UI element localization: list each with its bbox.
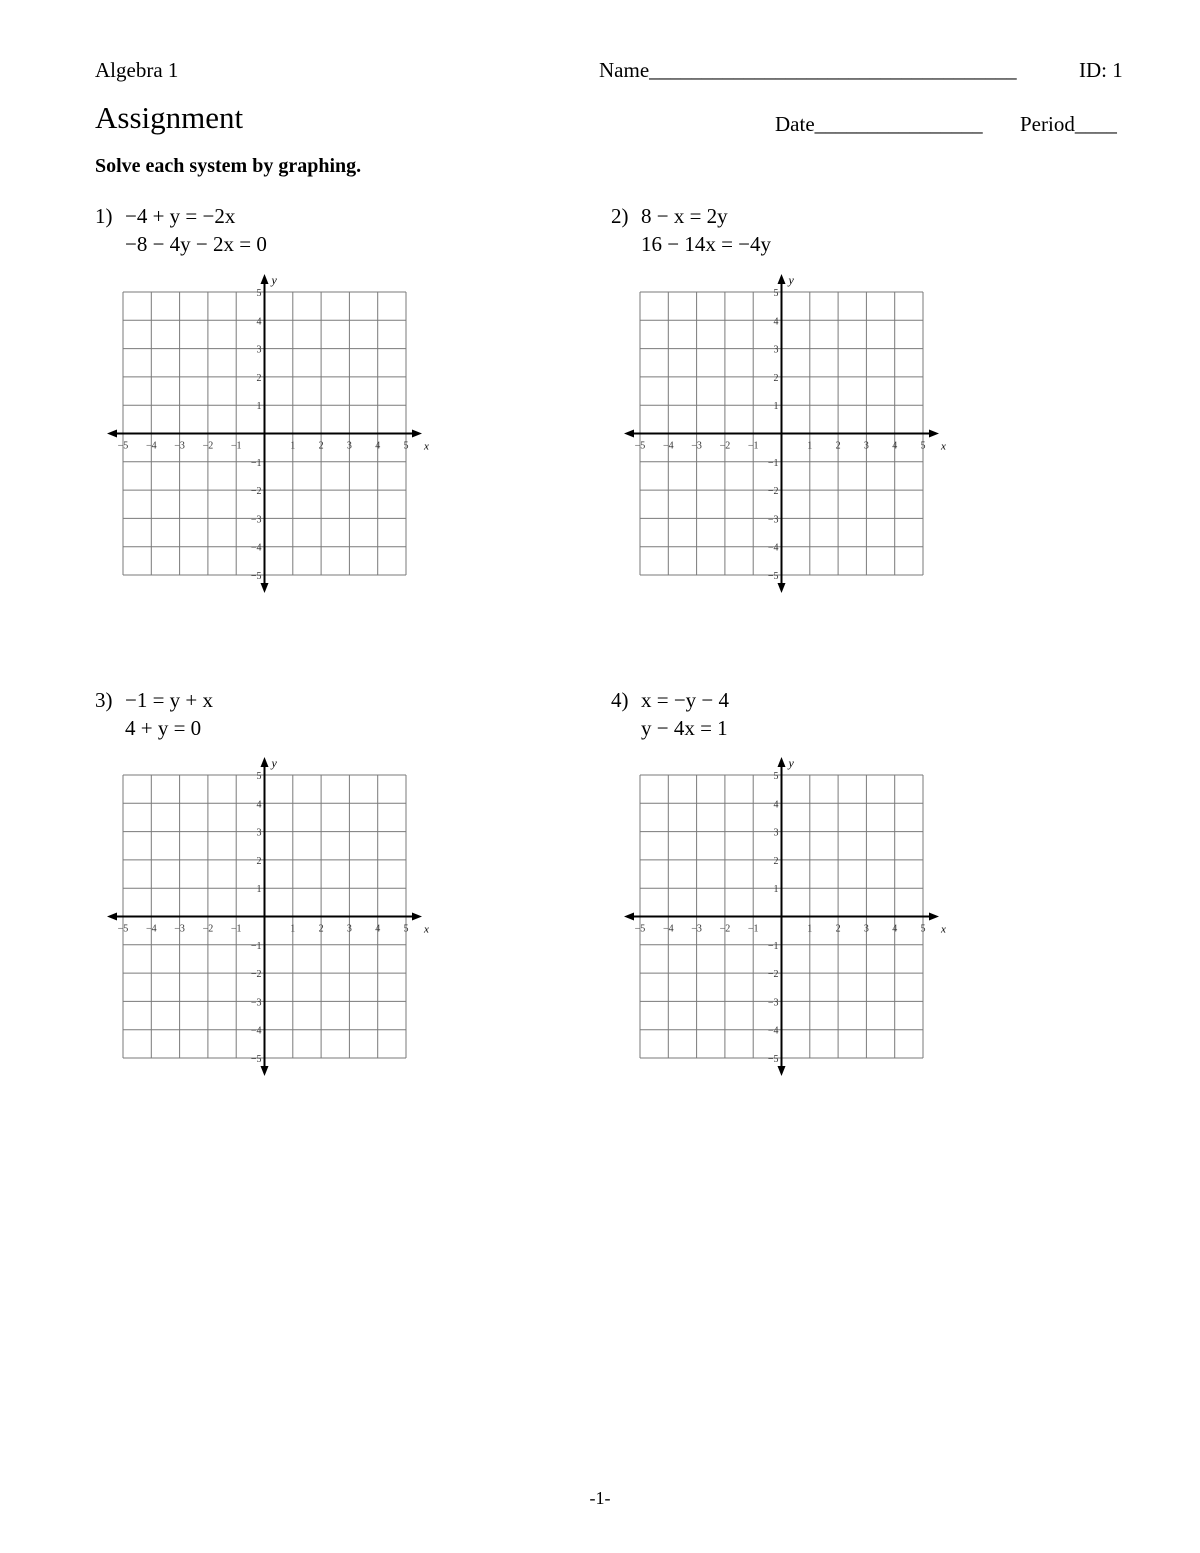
x-tick-label: −3 bbox=[691, 923, 702, 935]
y-tick-label: 3 bbox=[773, 344, 779, 356]
y-tick-label: −1 bbox=[767, 457, 779, 469]
x-tick-label: −2 bbox=[202, 440, 214, 452]
problem-4 bbox=[611, 686, 729, 742]
equation-2: −8 − 4y − 2x = 0 bbox=[125, 232, 267, 256]
course-title: Algebra 1 bbox=[95, 58, 179, 82]
coordinate-grid-1[interactable] bbox=[100, 268, 440, 598]
y-tick-label: 4 bbox=[773, 316, 779, 328]
arrow-left-icon bbox=[107, 430, 117, 438]
x-axis-label: x bbox=[424, 923, 429, 936]
y-tick-label: 3 bbox=[256, 827, 262, 839]
x-tick-label: 3 bbox=[346, 440, 352, 452]
x-tick-label: −5 bbox=[117, 923, 129, 935]
x-tick-label: 5 bbox=[920, 923, 926, 935]
y-tick-label: −4 bbox=[250, 1025, 262, 1037]
y-tick-label: 1 bbox=[773, 401, 779, 413]
x-tick-label: −1 bbox=[230, 923, 242, 935]
y-tick-label: −5 bbox=[250, 571, 262, 582]
x-axis-label: x bbox=[941, 923, 946, 936]
x-tick-label: 5 bbox=[403, 440, 409, 452]
x-tick-label: −3 bbox=[174, 440, 185, 452]
y-tick-label: 2 bbox=[256, 372, 262, 384]
y-tick-label: 1 bbox=[773, 884, 779, 896]
worksheet-id: ID: 1 bbox=[1079, 58, 1123, 82]
problem-1 bbox=[95, 202, 267, 258]
x-tick-label: 1 bbox=[290, 440, 296, 452]
x-tick-label: 4 bbox=[892, 923, 898, 935]
x-tick-label: −5 bbox=[634, 923, 646, 935]
arrow-right-icon bbox=[412, 430, 422, 438]
x-tick-label: −2 bbox=[719, 440, 731, 452]
y-tick-label: −3 bbox=[250, 514, 262, 526]
x-tick-label: −4 bbox=[145, 440, 157, 452]
x-tick-label: 3 bbox=[863, 440, 869, 452]
x-tick-label: −5 bbox=[117, 440, 129, 452]
x-tick-label: 5 bbox=[920, 440, 926, 452]
equation-2: 16 − 14x = −4y bbox=[641, 232, 772, 256]
y-tick-label: 2 bbox=[773, 855, 779, 867]
y-tick-label: −2 bbox=[767, 969, 779, 981]
x-tick-label: −3 bbox=[691, 440, 702, 452]
y-tick-label: 3 bbox=[256, 344, 262, 356]
y-tick-label: −3 bbox=[250, 997, 262, 1009]
x-tick-label: −2 bbox=[202, 923, 214, 935]
y-tick-label: 3 bbox=[773, 827, 779, 839]
arrow-up-icon bbox=[778, 757, 786, 767]
y-tick-label: 2 bbox=[256, 855, 262, 867]
arrow-right-icon bbox=[412, 913, 422, 921]
problem-number: 3) bbox=[95, 688, 113, 712]
x-tick-label: 4 bbox=[375, 440, 381, 452]
y-tick-label: −1 bbox=[250, 457, 262, 469]
equation-1: −4 + y = −2x bbox=[125, 204, 236, 228]
x-tick-label: 2 bbox=[835, 923, 841, 935]
equation-2: y − 4x = 1 bbox=[641, 716, 728, 740]
y-tick-label: 4 bbox=[256, 316, 262, 328]
y-axis-label: y bbox=[788, 273, 794, 287]
y-tick-label: 2 bbox=[773, 372, 779, 384]
x-tick-label: −1 bbox=[230, 440, 242, 452]
y-axis-label: y bbox=[271, 273, 277, 287]
name-field[interactable]: Name___________________________________ bbox=[599, 58, 1017, 82]
arrow-down-icon bbox=[261, 583, 269, 593]
x-tick-label: −1 bbox=[747, 923, 759, 935]
x-tick-label: 3 bbox=[346, 923, 352, 935]
y-tick-label: −5 bbox=[250, 1054, 262, 1065]
y-axis-label: y bbox=[788, 756, 794, 770]
x-tick-label: −3 bbox=[174, 923, 185, 935]
y-tick-label: 4 bbox=[256, 799, 262, 811]
problem-number: 2) bbox=[611, 204, 629, 228]
x-tick-label: 1 bbox=[290, 923, 296, 935]
y-tick-label: −2 bbox=[767, 486, 779, 498]
x-axis-label: x bbox=[941, 440, 946, 453]
x-tick-label: 4 bbox=[892, 440, 898, 452]
x-tick-label: −4 bbox=[662, 440, 674, 452]
x-tick-label: 2 bbox=[318, 923, 324, 935]
y-tick-label: −2 bbox=[250, 486, 262, 498]
y-tick-label: −2 bbox=[250, 969, 262, 981]
period-field[interactable]: Period____ bbox=[1020, 112, 1117, 136]
arrow-right-icon bbox=[929, 430, 939, 438]
y-tick-label: −5 bbox=[767, 571, 779, 582]
arrow-left-icon bbox=[624, 430, 634, 438]
coordinate-grid-2[interactable] bbox=[617, 268, 957, 598]
problem-2 bbox=[611, 202, 771, 258]
equation-2: 4 + y = 0 bbox=[125, 716, 202, 740]
equation-1: −1 = y + x bbox=[125, 688, 214, 712]
y-tick-label: −3 bbox=[767, 514, 779, 526]
worksheet-title: Assignment bbox=[95, 100, 244, 135]
x-tick-label: 2 bbox=[835, 440, 841, 452]
equation-1: x = −y − 4 bbox=[641, 688, 730, 712]
arrow-up-icon bbox=[778, 274, 786, 284]
x-tick-label: −1 bbox=[747, 440, 759, 452]
y-tick-label: −5 bbox=[767, 1054, 779, 1065]
arrow-down-icon bbox=[778, 583, 786, 593]
equation-1: 8 − x = 2y bbox=[641, 204, 728, 228]
arrow-left-icon bbox=[624, 913, 634, 921]
y-tick-label: −3 bbox=[767, 997, 779, 1009]
y-tick-label: −4 bbox=[767, 542, 779, 554]
date-field[interactable]: Date________________ bbox=[775, 112, 983, 136]
y-tick-label: 1 bbox=[256, 401, 262, 413]
x-tick-label: 5 bbox=[403, 923, 409, 935]
arrow-up-icon bbox=[261, 757, 269, 767]
x-tick-label: 3 bbox=[863, 923, 869, 935]
y-axis-label: y bbox=[271, 756, 277, 770]
coordinate-grid-3[interactable] bbox=[100, 751, 440, 1081]
x-tick-label: 2 bbox=[318, 440, 324, 452]
problem-3 bbox=[95, 686, 213, 742]
arrow-down-icon bbox=[261, 1066, 269, 1076]
y-tick-label: 1 bbox=[256, 884, 262, 896]
arrow-down-icon bbox=[778, 1066, 786, 1076]
y-tick-label: 5 bbox=[773, 288, 779, 299]
arrow-up-icon bbox=[261, 274, 269, 284]
y-tick-label: −1 bbox=[250, 940, 262, 952]
y-tick-label: −4 bbox=[250, 542, 262, 554]
x-axis-label: x bbox=[424, 440, 429, 453]
x-tick-label: −2 bbox=[719, 923, 731, 935]
y-tick-label: 5 bbox=[773, 771, 779, 782]
x-tick-label: −4 bbox=[145, 923, 157, 935]
x-tick-label: 4 bbox=[375, 923, 381, 935]
x-tick-label: −4 bbox=[662, 923, 674, 935]
page-number: -1- bbox=[589, 1488, 611, 1508]
x-tick-label: 1 bbox=[807, 923, 813, 935]
y-tick-label: 4 bbox=[773, 799, 779, 811]
y-tick-label: 5 bbox=[256, 771, 262, 782]
x-tick-label: 1 bbox=[807, 440, 813, 452]
y-tick-label: 5 bbox=[256, 288, 262, 299]
coordinate-grid-4[interactable] bbox=[617, 751, 957, 1081]
y-tick-label: −1 bbox=[767, 940, 779, 952]
problem-number: 1) bbox=[95, 204, 113, 228]
arrow-right-icon bbox=[929, 913, 939, 921]
problem-number: 4) bbox=[611, 688, 629, 712]
instructions: Solve each system by graphing. bbox=[95, 155, 362, 177]
x-tick-label: −5 bbox=[634, 440, 646, 452]
arrow-left-icon bbox=[107, 913, 117, 921]
y-tick-label: −4 bbox=[767, 1025, 779, 1037]
